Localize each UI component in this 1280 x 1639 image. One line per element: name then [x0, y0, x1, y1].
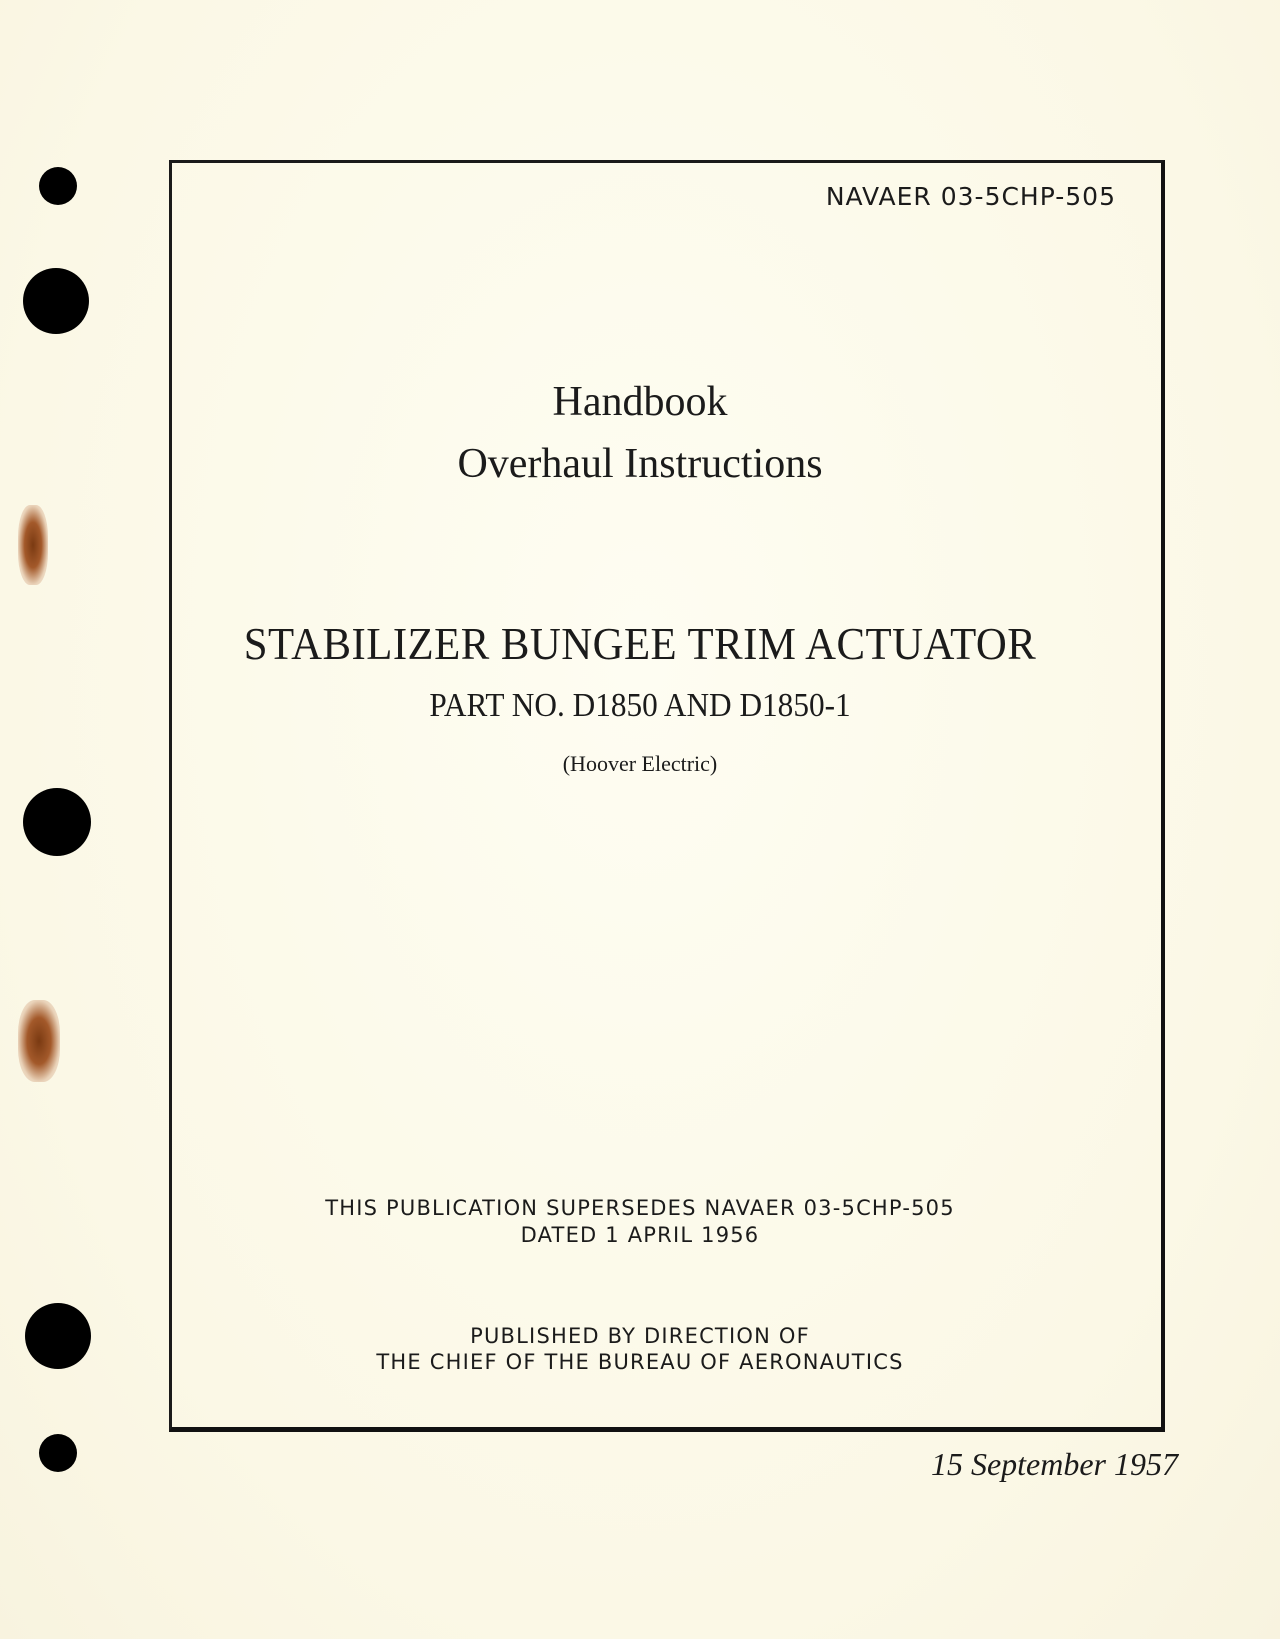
document-title: STABILIZER BUNGEE TRIM ACTUATOR: [243, 618, 1037, 669]
binder-hole: [23, 788, 91, 856]
rust-stain: [18, 505, 48, 585]
rust-stain: [18, 1000, 60, 1082]
publication-date: 15 September 1957: [930, 1446, 1178, 1482]
publishing-authority: THE CHIEF OF THE BUREAU OF AERONAUTICS: [376, 1350, 904, 1374]
manufacturer: (Hoover Electric): [562, 751, 718, 776]
published-by: PUBLISHED BY DIRECTION OF: [470, 1324, 810, 1348]
supersedes-notice: THIS PUBLICATION SUPERSEDES NAVAER 03-5CHP-505: [325, 1196, 955, 1220]
heading-handbook: Handbook: [552, 379, 728, 425]
heading-overhaul-instructions: Overhaul Instructions: [457, 441, 823, 487]
binder-hole: [39, 167, 77, 205]
supersedes-date: DATED 1 APRIL 1956: [520, 1223, 760, 1247]
binder-hole: [39, 1434, 77, 1472]
publication-number: NAVAER 03-5CHP-505: [825, 182, 1116, 211]
binder-hole: [23, 268, 89, 334]
part-numbers: PART NO. D1850 AND D1850-1: [429, 687, 851, 724]
